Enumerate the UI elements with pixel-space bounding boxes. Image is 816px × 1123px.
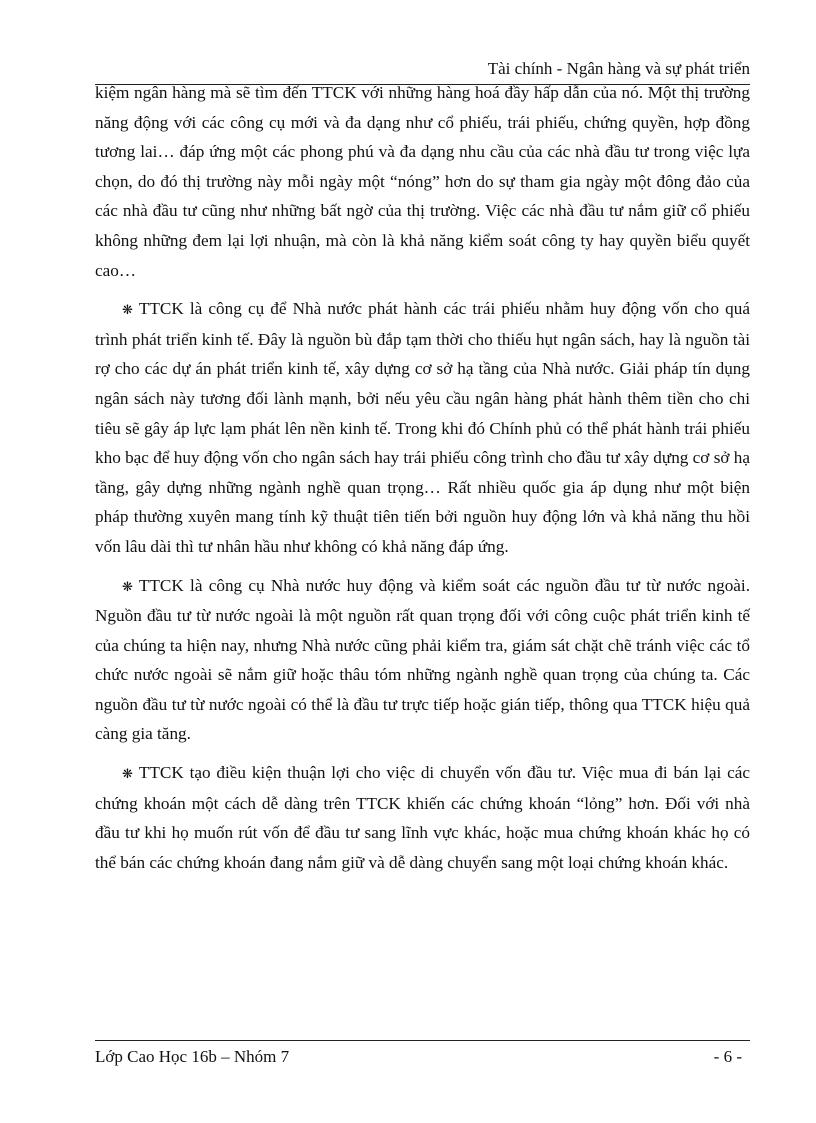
page-footer	[95, 1040, 750, 1069]
paragraph-1	[95, 78, 750, 285]
paragraph-4	[95, 758, 750, 877]
body-text	[95, 78, 750, 886]
page-number: - 6 -	[713, 1047, 742, 1066]
header-title: Tài chính - Ngân hàng và sự phát triển	[487, 59, 750, 78]
paragraph-3	[95, 571, 750, 750]
asterisk-bullet-icon: ❋	[122, 302, 133, 318]
footer-class-label: Lớp Cao Học 16b – Nhóm 7	[95, 1047, 290, 1066]
paragraph-text: TTCK tạo điều kiện thuận lợi cho việc di chuyển vốn đầu tư. Việc mua đi bán lại các chứng khoán một cách dễ dàng trên TTCK khiến các chứng khoán “lỏng” hơn. Đối với nhà đầu tư khi họ muốn rút vốn để đầu tư sang lĩnh vực khác, hoặc mua chứng khoán khác họ có thể bán các chứng khoán đang nắm giữ và dễ dàng chuyển sang một loại chứng khoán khác.	[95, 763, 750, 872]
paragraph-text: kiệm ngân hàng mà sẽ tìm đến TTCK với những hàng hoá đầy hấp dẫn của nó. Một thị trường năng động với các công cụ mới và đa dạng như cổ phiếu, trái phiếu, chứng quyền, hợp đồng tương lai… đáp ứng một các phong phú và đa dạng nhu cầu của các nhà đầu tư trong việc lựa chọn, do đó thị trường này mỗi ngày một “nóng” hơn do sự tham gia ngày một đông đảo của các nhà đầu tư cũng như những bất ngờ của thị trường. Việc các nhà đầu tư nắm giữ cổ phiếu không những đem lại lợi nhuận, mà còn là khả năng kiểm soát công ty hay quyền biểu quyết cao…	[95, 83, 750, 280]
asterisk-bullet-icon: ❋	[122, 766, 133, 782]
paragraph-text: TTCK là công cụ Nhà nước huy động và kiểm soát các nguồn đầu tư từ nước ngoài. Nguồn đầu tư từ nước ngoài là một nguồn rất quan trọng đối với công cuộc phát triển kinh tế của chúng ta hiện nay, nhưng Nhà nước cũng phải kiểm tra, giám sát chặt chẽ tránh việc các tổ chức nước ngoài sẽ nắm giữ hoặc thâu tóm những ngành nghề quan trọng của chúng ta. Các nguồn đầu tư từ nước ngoài có thể là đầu tư trực tiếp hoặc gián tiếp, thông qua TTCK hiệu quả càng gia tăng.	[95, 575, 750, 744]
asterisk-bullet-icon: ❋	[122, 578, 133, 594]
paragraph-text: TTCK là công cụ để Nhà nước phát hành các trái phiếu nhằm huy động vốn cho quá trình phát triển kinh tế. Đây là nguồn bù đắp tạm thời cho thiếu hụt ngân sách, hay là nguồn tài rợ cho các dự án phát triển kinh tế, xây dựng cơ sở hạ tầng của Nhà nước. Giải pháp tín dụng ngân sách này tương đối lành mạnh, bởi nếu yêu cầu ngân hàng phát hành thêm tiền cho chi tiêu sẽ gây áp lực lạm phát lên nền kinh tế. Trong khi đó Chính phủ có thể phát hành trái phiếu kho bạc để huy động vốn cho ngân sách hay trái phiếu công trình cho đầu tư xây dựng cơ sở hạ tầng, gây dựng những ngành nghề quan trọng… Rất nhiều quốc gia áp dụng như một biện pháp thường xuyên mang tính kỹ thuật tiên tiến bởi nguồn huy động lớn và khả năng thu hồi vốn lâu dài thì tư nhân hầu như không có khả năng đáp ứng.	[95, 299, 750, 556]
paragraph-2	[95, 294, 750, 561]
